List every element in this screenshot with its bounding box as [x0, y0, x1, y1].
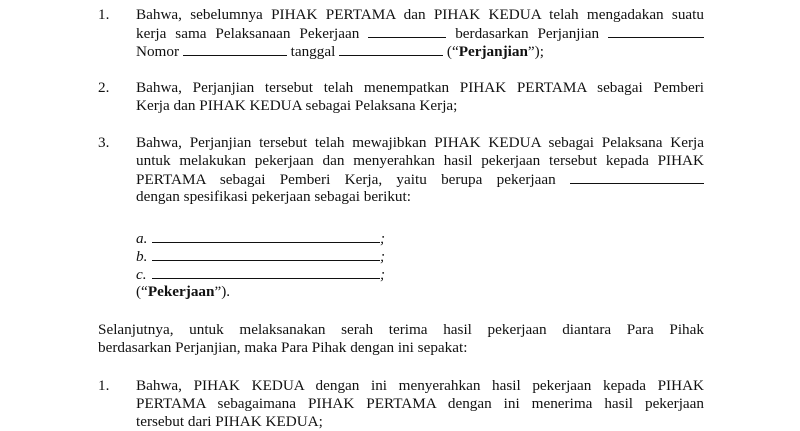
- text-line: [136, 24, 704, 42]
- text-fragment: ”);: [527, 43, 544, 60]
- list-letter: c.: [136, 266, 147, 283]
- list-letter: a.: [136, 230, 148, 247]
- item-text: [136, 79, 704, 115]
- text-line: Bahwa, PIHAK KEDUA dengan ini menyerahkan hasil pekerjaan kepada PIHAK: [136, 377, 704, 394]
- fill-in-blank: [339, 42, 443, 56]
- text-line: Bahwa, sebelumnya PIHAK PERTAMA dan PIHAK KEDUA telah mengadakan suatu: [136, 6, 704, 23]
- item-number: 1.: [98, 6, 110, 23]
- text-fragment: (“: [136, 283, 148, 300]
- text-line: dengan spesifikasi pekerjaan sebagai berikut:: [136, 188, 411, 205]
- item-text: [136, 134, 704, 206]
- fill-in-blank: [183, 42, 287, 56]
- text-line: Bahwa, Perjanjian tersebut telah mewajibkan PIHAK KEDUA sebagai Pelaksana Kerja: [136, 134, 704, 151]
- text-line: [136, 42, 704, 60]
- text-line: Bahwa, Perjanjian tersebut telah menempatkan PIHAK PERTAMA sebagai Pemberi: [136, 79, 704, 96]
- text-line: Selanjutnya, untuk melaksanakan serah terima hasil pekerjaan diantara Para Pihak: [98, 321, 704, 338]
- text-fragment: berdasarkan Perjanjian: [455, 25, 600, 42]
- list-item: [136, 229, 436, 247]
- text-fragment: Nomor: [136, 43, 180, 60]
- text-line: berdasarkan Perjanjian, maka Para Pihak dengan ini sepakat:: [98, 339, 468, 356]
- fill-in-blank: [152, 229, 380, 243]
- text-fragment: (“: [446, 43, 459, 60]
- text-line: [136, 170, 704, 188]
- item-number: 3.: [98, 134, 110, 151]
- defined-term-line: [136, 283, 436, 301]
- item-number: 2.: [98, 79, 110, 96]
- text-fragment: ”).: [214, 283, 231, 300]
- list-letter: b.: [136, 248, 148, 265]
- defined-term: Pekerjaan: [147, 283, 215, 300]
- text-fragment: PERTAMA sebagai Pemberi Kerja, yaitu berupa pekerjaan: [136, 171, 556, 188]
- text-fragment: kerja sama Pelaksanaan Pekerjaan: [136, 25, 360, 42]
- text-line: PERTAMA sebagaimana PIHAK PERTAMA dengan ini menerima hasil pekerjaan: [136, 395, 704, 412]
- fill-in-blank: [608, 24, 704, 38]
- list-end: ;: [380, 248, 386, 265]
- fill-in-blank: [570, 170, 704, 184]
- list-item: [136, 265, 436, 283]
- fill-in-blank: [152, 247, 380, 261]
- fill-in-blank: [152, 265, 380, 279]
- list-end: ;: [380, 266, 386, 283]
- item-text: [136, 6, 704, 60]
- item-text: [136, 377, 704, 431]
- agreement-paragraph: [98, 321, 704, 357]
- list-end: ;: [380, 230, 386, 247]
- specification-list: [136, 229, 436, 301]
- defined-term: Perjanjian: [458, 43, 528, 60]
- text-line: Kerja dan PIHAK KEDUA sebagai Pelaksana Kerja;: [136, 97, 458, 114]
- list-item: [136, 247, 436, 265]
- text-line: untuk melakukan pekerjaan dan menyerahkan hasil pekerjaan tersebut kepada PIHAK: [136, 152, 704, 169]
- fill-in-blank: [368, 24, 446, 38]
- text-line: tersebut dari PIHAK KEDUA;: [136, 413, 323, 430]
- item-number: 1.: [98, 377, 110, 394]
- text-fragment: tanggal: [290, 43, 336, 60]
